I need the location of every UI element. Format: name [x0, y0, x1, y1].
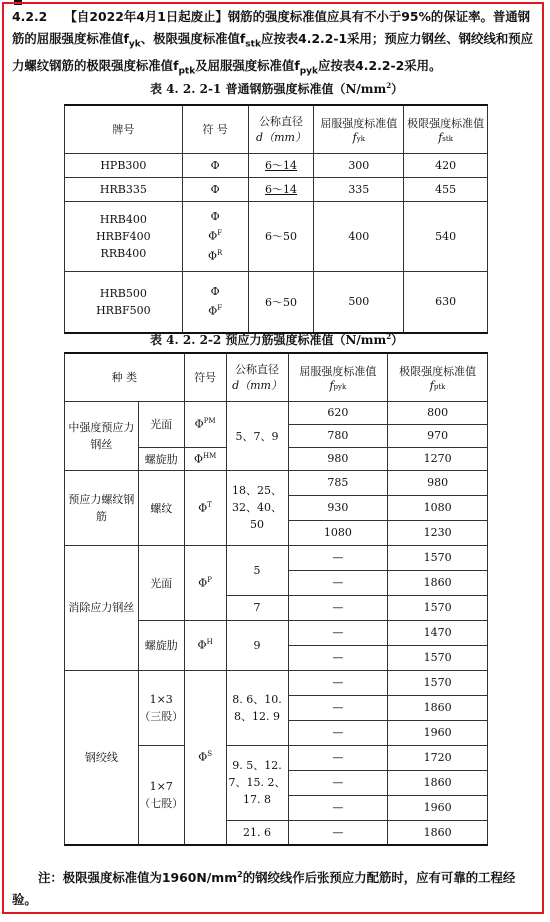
cell-kind: 中强度预应力钢丝 [65, 401, 139, 470]
cell-ultimate: 1570 [388, 645, 488, 670]
th-grade: 牌号 [65, 105, 183, 153]
cell-yield: — [288, 645, 388, 670]
th-diameter [248, 105, 314, 153]
cell-diameter: 6～14 [248, 177, 314, 201]
cell-symbol [182, 201, 248, 271]
cell-ultimate: 1960 [388, 720, 488, 745]
table1-caption [150, 80, 403, 97]
grade-line: HRBF400 [96, 229, 151, 243]
cell-diameter: 5、7、9 [226, 401, 288, 470]
cell-yield: — [288, 620, 388, 645]
cell-yield: — [288, 595, 388, 620]
table2-caption-end: ） [391, 333, 404, 347]
cell-kind: 预应力螺纹钢筋 [65, 470, 139, 545]
table2-caption [150, 331, 403, 348]
sub-stk: stk [245, 39, 261, 50]
cell-ultimate: 1230 [388, 520, 488, 545]
table-note [12, 864, 538, 911]
table-row [65, 401, 488, 424]
cell-yield: 785 [288, 470, 388, 495]
cell-yield: — [288, 695, 388, 720]
cell-grade [65, 271, 183, 333]
cell-yield: 500 [314, 271, 404, 333]
cell-ultimate: 1570 [388, 595, 488, 620]
cell-subkind [138, 670, 184, 745]
cell-yield: 620 [288, 401, 388, 424]
symbol-sup: P [207, 575, 212, 584]
cell-diameter: 21. 6 [226, 820, 288, 845]
table-row [65, 177, 488, 201]
cell-grade: HPB300 [65, 153, 183, 177]
symbol-glyph: Φ [193, 452, 203, 466]
subkind-line: 1×3 [149, 692, 173, 706]
cell-ultimate: 630 [404, 271, 488, 333]
clause-paragraph [12, 6, 538, 83]
clause-text-2: 、极限强度标准值f [140, 31, 246, 46]
th-diameter-unit: d（mm） [256, 131, 306, 145]
symbol-glyph: Φ [194, 417, 204, 431]
cell-subkind: 光面 [138, 545, 184, 620]
th-yield [288, 353, 388, 401]
symbol-sup: F [217, 304, 223, 313]
th-symbol: 符 号 [182, 105, 248, 153]
th-yield-sym: f [352, 130, 357, 144]
table1-header-row [65, 105, 488, 153]
symbol-sup: H [206, 638, 213, 647]
cell-yield: — [288, 670, 388, 695]
table1-caption-text: 表 4. 2. 2-1 普通钢筋强度标准值（N/mm [150, 82, 387, 96]
cell-diameter: 18、25、32、40、50 [226, 470, 288, 545]
symbol-glyph: Φ [198, 751, 208, 765]
cell-yield: 980 [288, 447, 388, 470]
clause-text-5: 应按表4.2.2-2采用。 [318, 58, 442, 74]
cell-subkind: 螺旋肋 [138, 620, 184, 670]
table2-caption-sup: 2 [386, 332, 392, 341]
cell-diameter: 7 [226, 595, 288, 620]
cell-subkind: 螺旋肋 [138, 447, 184, 470]
subkind-line: （三股） [139, 709, 184, 723]
cell-symbol [184, 470, 226, 545]
grade-line: HRBF500 [96, 303, 151, 317]
th-diameter [226, 353, 288, 401]
th-ultimate-label: 极限强度标准值 [407, 116, 485, 130]
cell-symbol [184, 620, 226, 670]
table-row [65, 201, 488, 271]
cell-ultimate: 1860 [388, 770, 488, 795]
symbol-line: Φ [210, 285, 220, 299]
cell-yield: — [288, 820, 388, 845]
cell-diameter: 5 [226, 545, 288, 595]
symbol-line [183, 225, 248, 245]
symbol-line: Φ [210, 209, 220, 223]
th-yield-label: 屈服强度标准值 [320, 116, 398, 130]
cell-ultimate: 1720 [388, 745, 488, 770]
cell-yield: — [288, 570, 388, 595]
cell-diameter: 6～50 [248, 271, 314, 333]
grade-line: HRB400 [99, 212, 147, 226]
symbol-sup: PM [203, 417, 216, 426]
table-4-2-2-2 [64, 352, 488, 846]
symbol-glyph: Φ [197, 638, 207, 652]
table-row [65, 271, 488, 333]
cell-yield: — [288, 795, 388, 820]
th-ultimate [388, 353, 488, 401]
symbol-glyph: Φ [208, 229, 218, 243]
cell-yield: — [288, 770, 388, 795]
cell-ultimate: 455 [404, 177, 488, 201]
cell-ultimate: 420 [404, 153, 488, 177]
cell-symbol [184, 545, 226, 620]
sub-ptk: ptk [178, 66, 196, 77]
cell-diameter: 9 [226, 620, 288, 670]
cell-symbol [184, 401, 226, 447]
symbol-glyph: Φ [207, 249, 218, 263]
subkind-line: （七股） [139, 796, 184, 810]
symbol-sup: HM [202, 451, 217, 460]
cell-ultimate: 1860 [388, 695, 488, 720]
note-text-1: 注：极限强度标准值为1960N/mm [38, 870, 238, 886]
cell-ultimate: 800 [388, 401, 488, 424]
th-ultimate [404, 105, 488, 153]
th-yield-sym: f [329, 378, 334, 392]
cell-yield: 1080 [288, 520, 388, 545]
symbol-line [183, 245, 248, 265]
note-sup: 2 [237, 870, 243, 879]
th-yield [314, 105, 404, 153]
cell-symbol: Φ [182, 177, 248, 201]
cell-yield: — [288, 745, 388, 770]
cell-symbol [184, 670, 226, 845]
cell-diameter: 6～50 [248, 201, 314, 271]
symbol-sup: R [217, 248, 223, 257]
sub-pyk: pyk [299, 66, 319, 77]
cell-subkind: 光面 [138, 401, 184, 447]
table-row [65, 670, 488, 695]
cell-yield: 335 [314, 177, 404, 201]
th-ultimate-label: 极限强度标准值 [399, 364, 477, 378]
symbol-sup: S [207, 750, 213, 759]
cell-yield: 300 [314, 153, 404, 177]
clause-text-3: 应按表4.2.2-1采用；预应力钢丝、钢绞线和预应力螺纹钢筋的极限强度标准值f [12, 31, 534, 74]
table1-caption-sup: 2 [386, 81, 392, 90]
cell-ultimate: 1960 [388, 795, 488, 820]
symbol-sup: T [207, 500, 212, 509]
th-ultimate-sym: f [429, 378, 434, 392]
cell-ultimate: 1570 [388, 545, 488, 570]
cell-kind: 消除应力钢丝 [65, 545, 139, 670]
th-diameter-label: 公称直径 [235, 363, 280, 377]
cell-ultimate: 1570 [388, 670, 488, 695]
cell-yield: 930 [288, 495, 388, 520]
grade-line: RRB400 [100, 246, 147, 260]
cell-ultimate: 540 [404, 201, 488, 271]
cell-yield: 780 [288, 424, 388, 447]
clause-number: 4.2.2 [12, 9, 48, 24]
cell-diameter: 6～14 [248, 153, 314, 177]
cell-ultimate: 980 [388, 470, 488, 495]
cell-subkind [138, 745, 184, 845]
th-diameter-label: 公称直径 [259, 115, 303, 129]
th-kind: 种 类 [65, 353, 185, 401]
note-text-2: 的钢绞线作后张预应力配筋时，应有可靠的工程经验。 [12, 870, 516, 908]
table2-header-row [65, 353, 488, 401]
symbol-line [183, 300, 248, 320]
symbol-glyph: Φ [208, 305, 218, 319]
cell-subkind: 螺纹 [138, 470, 184, 545]
cell-ultimate: 1470 [388, 620, 488, 645]
cell-symbol: Φ [182, 153, 248, 177]
th-symbol: 符号 [184, 353, 226, 401]
cell-ultimate: 1860 [388, 570, 488, 595]
sub-yk: yk [128, 39, 141, 50]
grade-line: HRB500 [99, 286, 147, 300]
table2-caption-text: 表 4. 2. 2-2 预应力筋强度标准值（N/mm [150, 333, 387, 347]
cell-yield: 400 [314, 201, 404, 271]
cell-diameter: 8. 6、10. 8、12. 9 [226, 670, 288, 745]
cell-kind: 钢绞线 [65, 670, 139, 845]
th-ultimate-sym: f [438, 130, 443, 144]
th-ultimate-sub: stk [442, 134, 453, 143]
subkind-line: 1×7 [149, 779, 173, 793]
cell-ultimate: 1860 [388, 820, 488, 845]
cell-grade [65, 201, 183, 271]
cell-ultimate: 1270 [388, 447, 488, 470]
th-yield-label: 屈服强度标准值 [299, 364, 377, 378]
table-row [65, 470, 488, 495]
cell-yield: — [288, 720, 388, 745]
cell-diameter: 9. 5、12. 7、15. 2、17. 8 [226, 745, 288, 820]
clause-text-1: 钢筋的强度标准值应具有不小于95%的保证率。普通钢筋的屈服强度标准值f [12, 9, 531, 46]
symbol-glyph: Φ [198, 576, 208, 590]
table-row [65, 545, 488, 570]
cell-ultimate: 970 [388, 424, 488, 447]
repeal-tag: 【自2022年4月1日起废止】 [64, 9, 228, 24]
cell-symbol [182, 271, 248, 333]
cell-ultimate: 1080 [388, 495, 488, 520]
cell-yield: — [288, 545, 388, 570]
clause-text-4: 及屈服强度标准值f [195, 58, 300, 74]
symbol-glyph: Φ [198, 501, 208, 515]
cell-symbol [184, 447, 226, 470]
th-yield-sub: yk [356, 134, 365, 143]
table-row [65, 153, 488, 177]
symbol-sup: F [217, 228, 223, 237]
th-yield-sub: pyk [333, 382, 347, 391]
table-4-2-2-1 [64, 104, 488, 334]
table1-caption-end: ） [391, 82, 404, 96]
th-ultimate-sub: ptk [433, 382, 446, 391]
th-diameter-unit: d（mm） [232, 379, 282, 393]
cell-grade: HRB335 [65, 177, 183, 201]
